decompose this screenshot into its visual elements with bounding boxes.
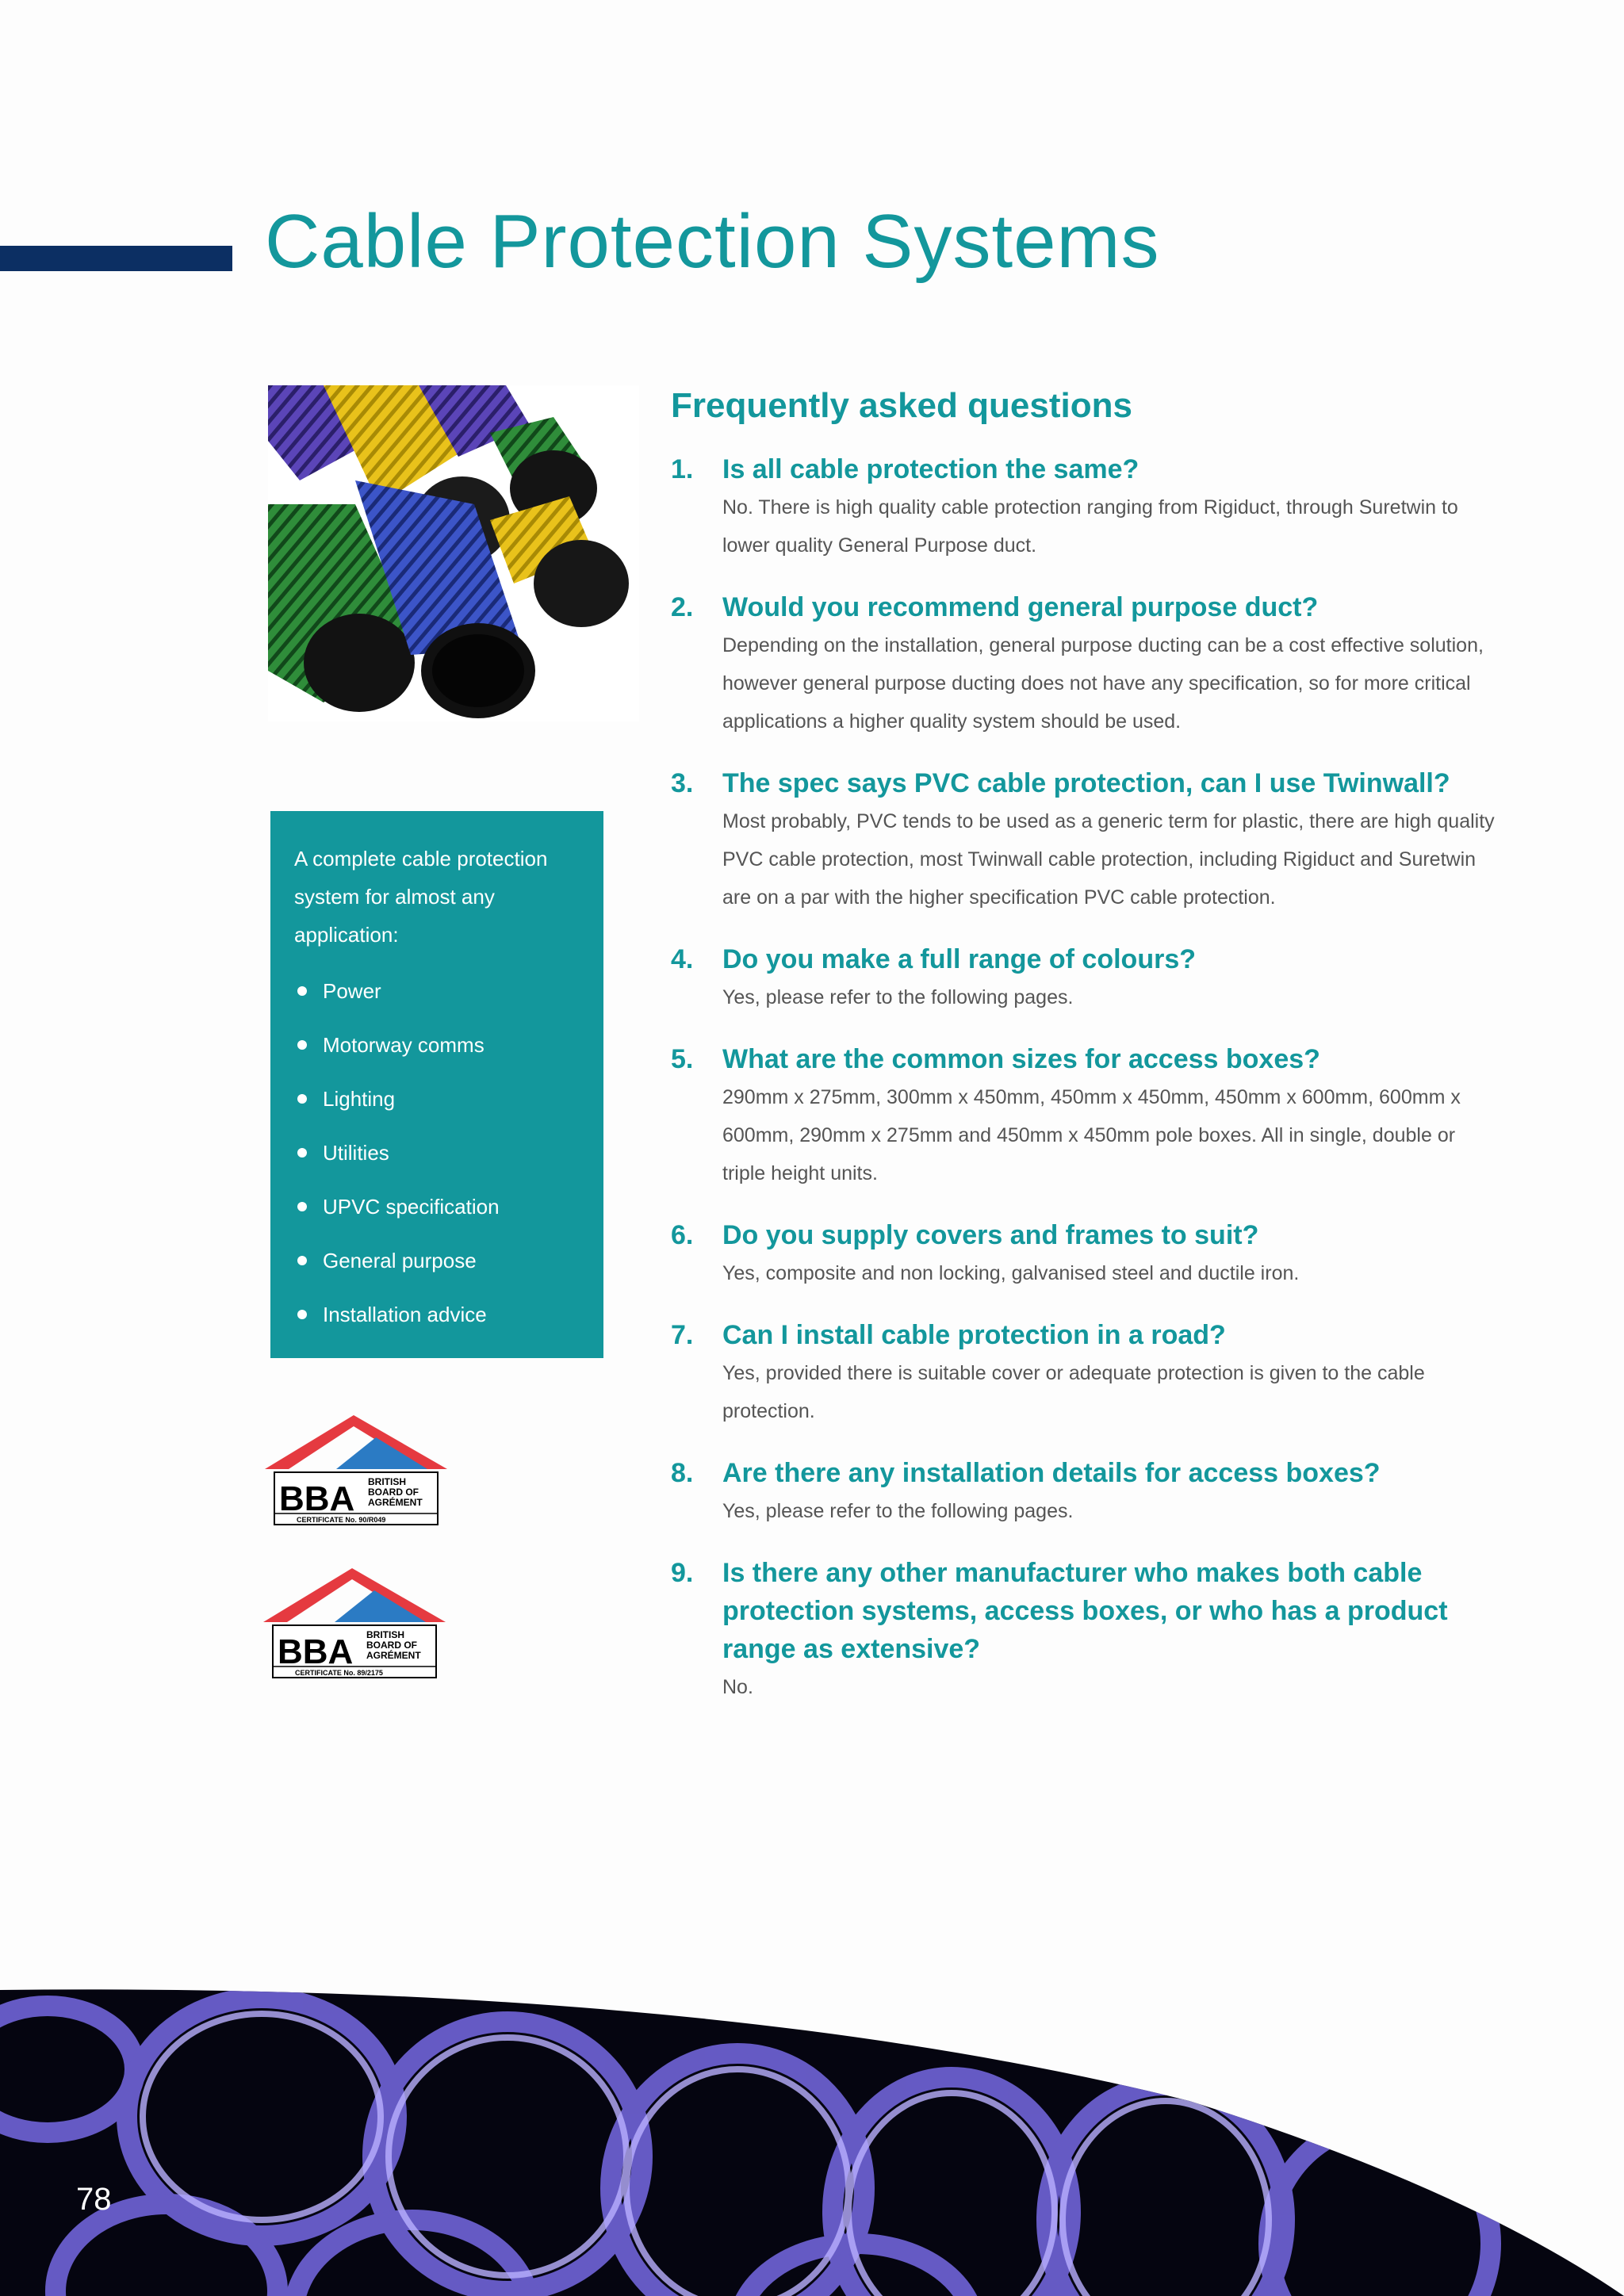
- question-number: 9.: [671, 1558, 694, 1588]
- features-list: [294, 978, 588, 1328]
- faq-answer: Yes, please refer to the following pages.: [722, 986, 1074, 1008]
- feature-label: Motorway comms: [323, 1033, 485, 1057]
- faq-answer: Yes, provided there is suitable cover or adequate protection is given to the cable protection.: [722, 1362, 1425, 1422]
- faq-question: [671, 1216, 1496, 1254]
- faq-section: [671, 379, 1496, 1730]
- page-number: 78: [76, 2182, 112, 2217]
- question-number: 8.: [671, 1458, 694, 1488]
- bba-certificate-logo: [263, 1568, 446, 1679]
- faq-item: [671, 940, 1496, 1016]
- question-text: Is all cable protection the same?: [722, 454, 1139, 484]
- feature-item: [294, 1085, 588, 1112]
- faq-answer: Yes, composite and non locking, galvanised steel and ductile iron.: [722, 1262, 1300, 1284]
- certificate-number: CERTIFICATE No. 90/R049: [297, 1516, 386, 1524]
- question-text: Can I install cable protection in a road?: [722, 1320, 1226, 1350]
- bullet-icon: [297, 1256, 307, 1265]
- certificate-number: CERTIFICATE No. 89/2175: [295, 1669, 383, 1677]
- pipes-banner-photo: [0, 1982, 1624, 2296]
- question-number: 4.: [671, 944, 694, 974]
- feature-label: UPVC specification: [323, 1195, 500, 1219]
- feature-label: Utilities: [323, 1141, 389, 1165]
- question-text: The spec says PVC cable protection, can I use Twinwall?: [722, 768, 1450, 798]
- question-number: 6.: [671, 1220, 694, 1250]
- faq-answer: No.: [722, 1676, 753, 1698]
- question-number: 3.: [671, 768, 694, 798]
- faq-item: [671, 450, 1496, 564]
- feature-label: Installation advice: [323, 1303, 487, 1326]
- faq-answer: No. There is high quality cable protection ranging from Rigiduct, through Suretwin to lower quality General Purpose duct.: [722, 496, 1458, 557]
- svg-text:BRITISH: BRITISH: [368, 1476, 406, 1487]
- faq-question: [671, 1316, 1496, 1354]
- faq-question: [671, 940, 1496, 978]
- faq-item: [671, 1554, 1496, 1706]
- bullet-icon: [297, 1094, 307, 1104]
- faq-item: [671, 588, 1496, 740]
- faq-question: [671, 1454, 1496, 1492]
- faq-question: [671, 588, 1496, 626]
- feature-item: [294, 1031, 588, 1058]
- faq-answer: Yes, please refer to the following pages.: [722, 1500, 1074, 1522]
- faq-item: [671, 1454, 1496, 1530]
- feature-item: [294, 1139, 588, 1166]
- features-panel: [270, 811, 603, 1358]
- bba-certificate-logo: [265, 1415, 447, 1526]
- faq-answer: Depending on the installation, general purpose ducting can be a cost effective solution, however general purpose ducting does not have any specification, so for more critical applications a higher quality system should be used.: [722, 634, 1484, 733]
- faq-answer: 290mm x 275mm, 300mm x 450mm, 450mm x 450mm, 450mm x 600mm, 600mm x 600mm, 290mm x 275mm and 450mm x 450mm pole boxes. All in single, double or triple height units.: [722, 1086, 1461, 1184]
- svg-text:AGRÉMENT: AGRÉMENT: [366, 1650, 421, 1661]
- svg-text:BOARD OF: BOARD OF: [366, 1640, 417, 1651]
- question-text: Would you recommend general purpose duct?: [722, 592, 1319, 622]
- bullet-icon: [297, 986, 307, 996]
- bba-mark: BBA: [278, 1632, 354, 1671]
- feature-label: General purpose: [323, 1249, 477, 1272]
- faq-item: [671, 1316, 1496, 1430]
- bba-mark: BBA: [279, 1479, 355, 1518]
- faq-question: [671, 450, 1496, 488]
- title-accent-bar: [0, 246, 232, 271]
- feature-item: [294, 1247, 588, 1274]
- svg-text:BOARD OF: BOARD OF: [368, 1487, 419, 1498]
- faq-question: [671, 1554, 1496, 1668]
- question-number: 7.: [671, 1320, 694, 1350]
- faq-heading: Frequently asked questions: [671, 386, 1132, 425]
- svg-text:AGRÉMENT: AGRÉMENT: [368, 1497, 423, 1508]
- question-text: Is there any other manufacturer who makes both cable protection systems, access boxes, or who has a product range as extensive?: [722, 1558, 1448, 1664]
- feature-item: [294, 978, 588, 1004]
- faq-item: [671, 764, 1496, 916]
- feature-label: Lighting: [323, 1087, 396, 1111]
- faq-question: [671, 1040, 1496, 1078]
- feature-item: [294, 1193, 588, 1220]
- page-title: Cable Protection Systems: [265, 199, 1160, 284]
- svg-text:BRITISH: BRITISH: [366, 1629, 404, 1640]
- question-text: Are there any installation details for access boxes?: [722, 1458, 1381, 1488]
- question-text: What are the common sizes for access boxes?: [722, 1044, 1320, 1074]
- question-number: 2.: [671, 592, 694, 622]
- features-intro: A complete cable protection system for almost any application:: [294, 847, 548, 947]
- bullet-icon: [297, 1310, 307, 1319]
- bullet-icon: [297, 1040, 307, 1050]
- question-text: Do you supply covers and frames to suit?: [722, 1220, 1259, 1250]
- feature-item: [294, 1301, 588, 1328]
- faq-answer: Most probably, PVC tends to be used as a generic term for plastic, there are high quality PVC cable protection, most Twinwall cable protection, including Rigiduct and Suretwin are on a par with the higher specification PVC cable protection.: [722, 810, 1495, 909]
- faq-question: [671, 764, 1496, 802]
- bullet-icon: [297, 1148, 307, 1158]
- cable-ducts-photo: [268, 385, 639, 721]
- faq-item: [671, 1216, 1496, 1292]
- faq-item: [671, 1040, 1496, 1192]
- question-number: 5.: [671, 1044, 694, 1074]
- question-text: Do you make a full range of colours?: [722, 944, 1196, 974]
- question-number: 1.: [671, 454, 694, 484]
- feature-label: Power: [323, 979, 381, 1003]
- bullet-icon: [297, 1202, 307, 1211]
